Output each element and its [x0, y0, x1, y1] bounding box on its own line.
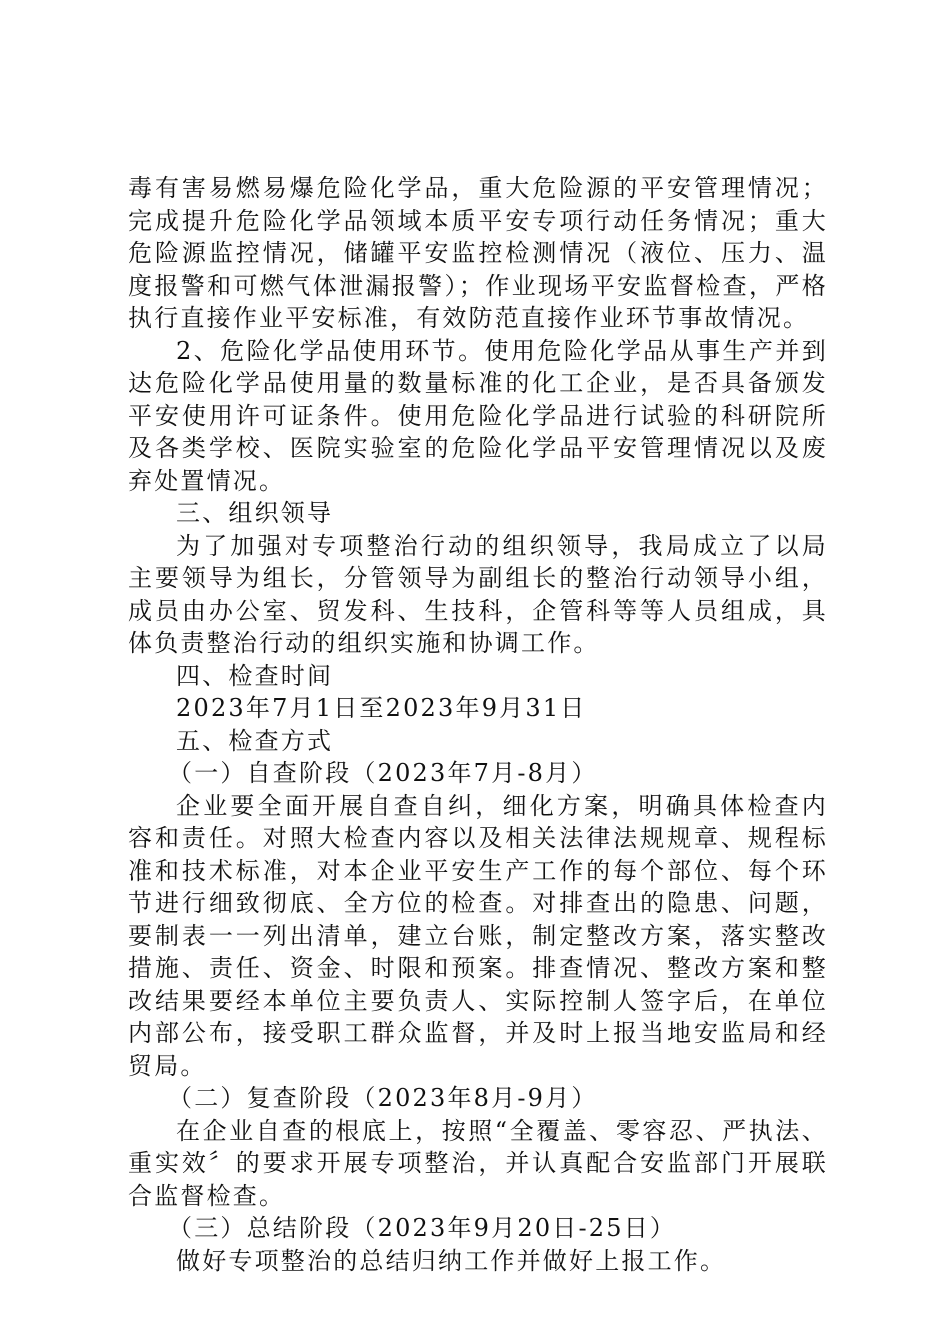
- heading-inspection-time: 四、检查时间: [176, 661, 334, 690]
- paragraph-self-check: 企业要全面开展自查自纠，细化方案，明确具体检查内容和责任。对照大检查内容以及相关法律法规规章、规程标准和技术标准，对本企业平安生产工作的每个部位、每个环节进行细致彻底、全方位的检查。对排查出的隐患、问题，要制表一一列出清单，建立台账，制定整改方案，落实整改措施、责任、资金、时限和预案。排查情况、整改方案和整改结果要经本单位主要负责人、实际控制人签字后，在单位内部公布，接受职工群众监督，并及时上报当地安监局和经贸局。: [128, 791, 828, 1080]
- heading-organization: 三、组织领导: [176, 499, 334, 527]
- paragraph-hazard-management: 毒有害易燃易爆危险化学品，重大危险源的平安管理情况；完成提升危险化学品领域本质平安专项行动任务情况；重大危险源监控情况，储罐平安监控检测情况（液位、压力、温度报警和可燃气体泄漏报警）；作业现场平安监督检查，严格执行直接作业平安标准，有效防范直接作业环节事故情况。: [128, 174, 828, 332]
- subheading-summary: （三）总结阶段（2023年9月20日-25日）: [168, 1214, 677, 1242]
- paragraph-chemical-use: 2、危险化学品使用环节。使用危险化学品从事生产并到达危险化学品使用量的数量标准的化工企业，是否具备颁发平安使用许可证条件。使用危险化学品进行试验的科研院所及各类学校、医院实验室的危险化学品平安管理情况以及废弃处置情况。: [128, 336, 828, 495]
- paragraph-summary: 做好专项整治的总结归纳工作并做好上报工作。: [176, 1246, 727, 1275]
- paragraph-inspection-time: 2023年7月1日至2023年9月31日: [176, 694, 587, 722]
- paragraph-organization: 为了加强对专项整治行动的组织领导，我局成立了以局主要领导为组长，分管领导为副组长的整治行动领导小组，成员由办公室、贸发科、生技科，企管科等等人员组成，具体负责整治行动的组织实施和协调工作。: [128, 531, 828, 657]
- paragraph-review: 在企业自查的根底上，按照“全覆盖、零容忍、严执法、重实效〞的要求开展专项整治，并认真配合安监部门开展联合监督检查。: [128, 1116, 828, 1210]
- heading-inspection-method: 五、检查方式: [176, 726, 334, 755]
- subheading-self-check: （一）自查阶段（2023年7月-8月）: [168, 759, 598, 787]
- subheading-review: （二）复查阶段（2023年8月-9月）: [168, 1084, 598, 1112]
- document-body: [128, 172, 828, 1277]
